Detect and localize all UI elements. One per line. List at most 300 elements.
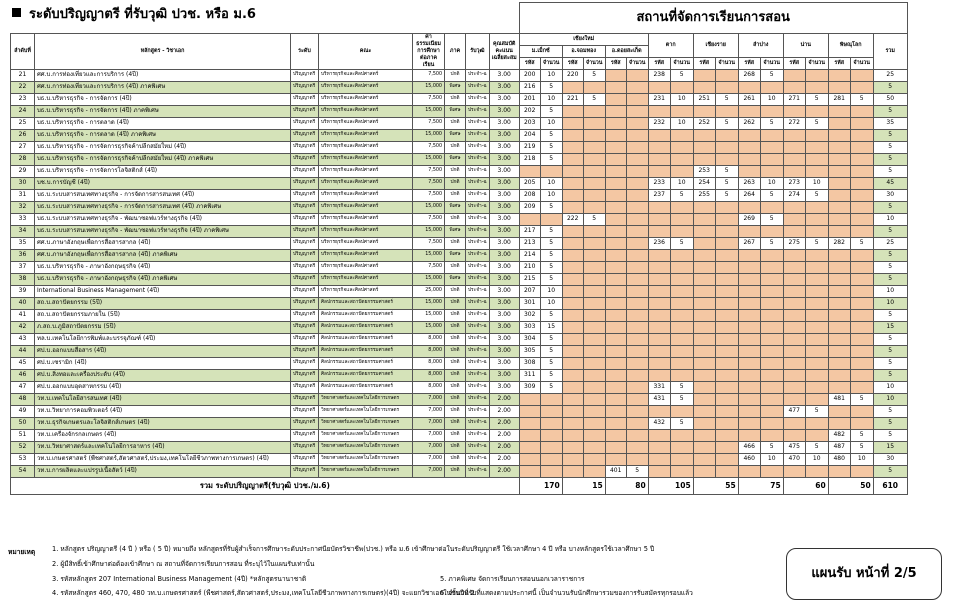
cell-qty: 10 <box>540 93 562 105</box>
cell-no: 33 <box>11 213 35 225</box>
cell-code <box>828 165 850 177</box>
cell-no: 42 <box>11 321 35 333</box>
cell-qty <box>670 429 693 441</box>
cell-code <box>648 81 670 93</box>
cell-code <box>648 249 670 261</box>
cell-fee: 15,000 <box>413 273 445 285</box>
cell-qty <box>850 225 873 237</box>
table-row <box>11 393 908 405</box>
cell-code <box>605 261 626 273</box>
cell-level: ปริญญาตรี <box>291 213 319 225</box>
cell-code <box>605 309 626 321</box>
cell-code <box>738 381 760 393</box>
cell-gpa: 3.00 <box>489 333 519 345</box>
cell-qty: 5 <box>805 441 828 453</box>
cell-code: 215 <box>519 273 540 285</box>
cell-qty <box>760 249 783 261</box>
cell-code: 477 <box>783 405 805 417</box>
cell-fee: 7,000 <box>413 417 445 429</box>
cell-qty <box>760 369 783 381</box>
cell-no: 45 <box>11 357 35 369</box>
cell-code <box>562 141 583 153</box>
cell-qty <box>715 309 738 321</box>
cell-code: 308 <box>519 357 540 369</box>
cell-code <box>738 357 760 369</box>
cell-code <box>828 417 850 429</box>
cell-qty <box>715 393 738 405</box>
table-row <box>11 141 908 153</box>
cell-no: 54 <box>11 465 35 477</box>
cell-gpa: 3.00 <box>489 165 519 177</box>
cell-code: 233 <box>648 177 670 189</box>
cell-fee: 7,000 <box>413 441 445 453</box>
cell-total: 5 <box>873 405 907 417</box>
table-row <box>11 69 908 81</box>
cell-program: บธ.บ.ระบบสารสนเทศทางธุรกิจ - พัฒนาซอฟแวร์ทางธุรกิจ (4ปี) ภาคพิเศษ <box>35 225 291 237</box>
cell-qty <box>805 81 828 93</box>
summary-site-total: 80 <box>605 477 648 494</box>
cell-qty <box>760 273 783 285</box>
cell-faculty: บริหารธุรกิจและศิลปศาสตร์ <box>319 93 413 105</box>
cell-total: 5 <box>873 129 907 141</box>
cell-faculty: วิทยาศาสตร์และเทคโนโลยีการเกษตร <box>319 405 413 417</box>
cell-code <box>605 93 626 105</box>
cell-code <box>519 453 540 465</box>
col-code: รหัส <box>783 57 805 69</box>
cell-level: ปริญญาตรี <box>291 297 319 309</box>
col-code: รหัส <box>738 57 760 69</box>
cell-qty <box>760 417 783 429</box>
cell-qty <box>670 321 693 333</box>
cell-qty: 10 <box>670 177 693 189</box>
col-qty: จำนวน <box>540 57 562 69</box>
cell-day: ประจำ-ฉ <box>466 357 490 369</box>
cell-qty <box>626 333 648 345</box>
cell-level: ปริญญาตรี <box>291 69 319 81</box>
cell-code <box>738 129 760 141</box>
cell-qty <box>540 429 562 441</box>
cell-code <box>562 393 583 405</box>
cell-code <box>828 369 850 381</box>
cell-code: 252 <box>693 117 715 129</box>
cell-term: พิเศษ <box>445 249 466 261</box>
col-code: รหัส <box>562 57 583 69</box>
cell-day: ประจำ-ฉ <box>466 369 490 381</box>
summary-site-total: 60 <box>783 477 828 494</box>
cell-fee: 7,500 <box>413 177 445 189</box>
cell-qty <box>760 357 783 369</box>
cell-fee: 8,000 <box>413 357 445 369</box>
cell-code: 275 <box>783 237 805 249</box>
cell-no: 53 <box>11 453 35 465</box>
cell-qty: 10 <box>805 177 828 189</box>
cell-code <box>562 405 583 417</box>
cell-qty <box>583 165 605 177</box>
cell-qty: 5 <box>670 237 693 249</box>
cell-code <box>605 393 626 405</box>
cell-qty: 10 <box>540 189 562 201</box>
note-3: 3. รหัสหลักสูตร 207 International Business Management (4ปี) *หลักสูตรนานาชาติ <box>52 575 307 583</box>
cell-code <box>562 177 583 189</box>
cell-qty <box>805 369 828 381</box>
col-code: รหัส <box>693 57 715 69</box>
cell-qty <box>583 405 605 417</box>
cell-code <box>562 381 583 393</box>
cell-qty <box>626 93 648 105</box>
cell-code: 273 <box>783 177 805 189</box>
cell-day: ประจำ-ฉ <box>466 453 490 465</box>
cell-faculty: บริหารธุรกิจและศิลปศาสตร์ <box>319 117 413 129</box>
cell-program: ทล.บ.เทคโนโลยีการพิมพ์และบรรจุภัณฑ์ (4ปี) <box>35 333 291 345</box>
cell-faculty: วิทยาศาสตร์และเทคโนโลยีการเกษตร <box>319 465 413 477</box>
cell-gpa: 3.00 <box>489 273 519 285</box>
cell-program: บธ.บ.บริหารธุรกิจ - ภาษาอังกฤษธุรกิจ (4ปี) ภาคพิเศษ <box>35 273 291 285</box>
cell-code <box>648 453 670 465</box>
cell-code: 214 <box>519 249 540 261</box>
summary-grand-total: 610 <box>873 477 907 494</box>
cell-no: 41 <box>11 309 35 321</box>
cell-qty <box>626 201 648 213</box>
cell-code <box>693 417 715 429</box>
cell-qty <box>670 81 693 93</box>
cell-level: ปริญญาตรี <box>291 189 319 201</box>
cell-code: 205 <box>519 177 540 189</box>
cell-faculty: บริหารธุรกิจและศิลปศาสตร์ <box>319 237 413 249</box>
cell-no: 35 <box>11 237 35 249</box>
table-row <box>11 417 908 429</box>
cell-qty: 5 <box>540 309 562 321</box>
cell-qty: 5 <box>540 333 562 345</box>
cell-code <box>648 345 670 357</box>
cell-code: 263 <box>738 177 760 189</box>
cell-qty <box>583 381 605 393</box>
cell-code <box>738 105 760 117</box>
cell-fee: 15,000 <box>413 201 445 213</box>
table-row <box>11 225 908 237</box>
cell-qty <box>670 441 693 453</box>
cell-code <box>648 285 670 297</box>
cell-day: ประจำ-ฉ <box>466 141 490 153</box>
cell-program: วท.บ.เครื่องจักรกลเกษตร (4ปี) <box>35 429 291 441</box>
cell-gpa: 3.00 <box>489 69 519 81</box>
cell-term: ปกติ <box>445 261 466 273</box>
cell-term: พิเศษ <box>445 129 466 141</box>
cell-term: ปกติ <box>445 321 466 333</box>
cell-qty <box>760 285 783 297</box>
table-row <box>11 345 908 357</box>
cell-code <box>605 105 626 117</box>
cell-qty <box>626 309 648 321</box>
cell-code <box>648 105 670 117</box>
cell-qty: 5 <box>715 165 738 177</box>
cell-no: 23 <box>11 93 35 105</box>
cell-code <box>648 273 670 285</box>
table-row <box>11 453 908 465</box>
cell-program: ศป.บ.สิ่งทอและเครื่องประดับ (4ปี) <box>35 369 291 381</box>
cell-qty <box>583 417 605 429</box>
cell-term: ปกติ <box>445 381 466 393</box>
note-2: 2. ผู้มีสิทธิ์เข้าศึกษาต่อต้องเข้าศึกษา ณ สถานที่จัดการเรียนการสอน ที่ระบุไว้ในแผนรับเท่านั้น <box>52 560 315 568</box>
cell-qty <box>670 369 693 381</box>
cell-qty <box>760 309 783 321</box>
col-site-doisaket: อ.ดอยสะเก็ด <box>605 45 648 57</box>
cell-term: พิเศษ <box>445 105 466 117</box>
cell-term: ปกติ <box>445 297 466 309</box>
cell-code <box>605 117 626 129</box>
cell-code <box>828 213 850 225</box>
col-qty: จำนวน <box>583 57 605 69</box>
cell-qty <box>715 357 738 369</box>
cell-program: บธ.บ.ระบบสารสนเทศทางธุรกิจ - การจัดการสารสนเทศ (4ปี) <box>35 189 291 201</box>
cell-total: 10 <box>873 297 907 309</box>
cell-faculty: บริหารธุรกิจและศิลปศาสตร์ <box>319 141 413 153</box>
cell-qty <box>850 417 873 429</box>
cell-code: 221 <box>562 93 583 105</box>
note-6: 6. จำนวนรับที่แสดงตามประกาศนี้ เป็นจำนวนรับนักศึกษารวมของการรับสมัครทุกรอบแล้ว <box>440 589 693 597</box>
cell-fee: 7,500 <box>413 117 445 129</box>
cell-qty <box>850 177 873 189</box>
cell-code <box>562 261 583 273</box>
cell-code: 254 <box>693 177 715 189</box>
cell-qty <box>715 285 738 297</box>
cell-qty: 5 <box>583 93 605 105</box>
cell-code <box>648 213 670 225</box>
cell-program: บธ.บ.บริหารธุรกิจ - การจัดการ (4ปี) ภาคพิเศษ <box>35 105 291 117</box>
cell-program: บช.บ.การบัญชี (4ปี) <box>35 177 291 189</box>
cell-qty <box>583 453 605 465</box>
cell-code <box>693 333 715 345</box>
cell-fee: 7,000 <box>413 405 445 417</box>
cell-code: 302 <box>519 309 540 321</box>
cell-qty <box>626 117 648 129</box>
cell-faculty: ศิลปกรรมและสถาปัตยกรรมศาสตร์ <box>319 333 413 345</box>
cell-day: ประจำ-ฉ <box>466 117 490 129</box>
cell-fee: 15,000 <box>413 105 445 117</box>
cell-code <box>562 273 583 285</box>
cell-program: ศป.บ.ออกแบบอุตสาหกรรม (4ปี) <box>35 381 291 393</box>
cell-faculty: บริหารธุรกิจและศิลปศาสตร์ <box>319 249 413 261</box>
cell-qty <box>760 153 783 165</box>
col-day: รับวุฒิ <box>466 33 490 69</box>
cell-total: 5 <box>873 81 907 93</box>
summary-row <box>11 477 908 494</box>
cell-qty <box>850 333 873 345</box>
cell-day: ประจำ-ฉ <box>466 189 490 201</box>
cell-qty <box>583 129 605 141</box>
cell-qty <box>583 117 605 129</box>
cell-code <box>605 69 626 81</box>
cell-code <box>783 105 805 117</box>
cell-qty <box>583 237 605 249</box>
cell-code <box>519 417 540 429</box>
cell-qty <box>583 297 605 309</box>
cell-level: ปริญญาตรี <box>291 309 319 321</box>
cell-faculty: ศิลปกรรมและสถาปัตยกรรมศาสตร์ <box>319 357 413 369</box>
cell-code <box>738 465 760 477</box>
cell-qty <box>626 429 648 441</box>
cell-level: ปริญญาตรี <box>291 153 319 165</box>
cell-level: ปริญญาตรี <box>291 441 319 453</box>
cell-qty: 5 <box>540 273 562 285</box>
cell-day: ประจำ-ฉ <box>466 321 490 333</box>
cell-qty <box>626 105 648 117</box>
cell-qty: 10 <box>670 117 693 129</box>
table-row <box>11 369 908 381</box>
cell-total: 5 <box>873 369 907 381</box>
cell-faculty: วิทยาศาสตร์และเทคโนโลยีการเกษตร <box>319 393 413 405</box>
cell-code: 217 <box>519 225 540 237</box>
cell-total: 10 <box>873 393 907 405</box>
cell-program: สถ.บ.สถาปัตยกรรมภายใน (5ปี) <box>35 309 291 321</box>
cell-level: ปริญญาตรี <box>291 261 319 273</box>
cell-no: 27 <box>11 141 35 153</box>
col-no: ลำดับที่ <box>11 33 35 69</box>
cell-no: 31 <box>11 189 35 201</box>
cell-qty <box>760 321 783 333</box>
cell-day: ประจำ-ฉ <box>466 261 490 273</box>
cell-qty: 10 <box>540 285 562 297</box>
cell-qty <box>583 249 605 261</box>
cell-qty <box>626 213 648 225</box>
cell-faculty: วิทยาศาสตร์และเทคโนโลยีการเกษตร <box>319 441 413 453</box>
cell-fee: 7,500 <box>413 189 445 201</box>
cell-program: วท.บ.ธุรกิจเกษตรและโลจิสติกส์เกษตร (4ปี) <box>35 417 291 429</box>
cell-no: 48 <box>11 393 35 405</box>
cell-code <box>828 249 850 261</box>
cell-qty: 5 <box>540 357 562 369</box>
cell-qty: 5 <box>850 429 873 441</box>
cell-qty <box>805 417 828 429</box>
cell-level: ปริญญาตรี <box>291 237 319 249</box>
cell-fee: 7,000 <box>413 453 445 465</box>
cell-code <box>648 357 670 369</box>
cell-qty <box>583 201 605 213</box>
cell-gpa: 3.00 <box>489 297 519 309</box>
cell-qty: 5 <box>583 69 605 81</box>
cell-no: 40 <box>11 297 35 309</box>
cell-code <box>693 81 715 93</box>
cell-level: ปริญญาตรี <box>291 405 319 417</box>
cell-day: ประจำ-ฉ <box>466 381 490 393</box>
cell-code <box>738 297 760 309</box>
table-row <box>11 273 908 285</box>
cell-code <box>605 345 626 357</box>
cell-total: 5 <box>873 465 907 477</box>
cell-code: 309 <box>519 381 540 393</box>
cell-code <box>605 129 626 141</box>
cell-qty: 5 <box>670 417 693 429</box>
cell-day: ประจำ-ฉ <box>466 345 490 357</box>
page-title: ระดับปริญญาตรี ที่รับวุฒิ ปวช. หรือ ม.6 <box>12 3 256 24</box>
cell-qty <box>583 321 605 333</box>
cell-program: บธ.บ.บริหารธุรกิจ - ภาษาอังกฤษธุรกิจ (4ปี) <box>35 261 291 273</box>
cell-code <box>562 345 583 357</box>
cell-no: 24 <box>11 105 35 117</box>
cell-code <box>519 465 540 477</box>
table-row <box>11 189 908 201</box>
cell-program: วท.บ.การผลิตและแปรรูปเนื้อสัตว์ (4ปี) <box>35 465 291 477</box>
cell-code: 220 <box>562 69 583 81</box>
cell-no: 22 <box>11 81 35 93</box>
cell-level: ปริญญาตรี <box>291 429 319 441</box>
cell-code: 470 <box>783 453 805 465</box>
cell-gpa: 3.00 <box>489 201 519 213</box>
cell-qty: 5 <box>760 117 783 129</box>
col-gpa: คุณสมบัติคะแนนเฉลี่ยสะสม <box>489 33 519 69</box>
cell-faculty: บริหารธุรกิจและศิลปศาสตร์ <box>319 129 413 141</box>
cell-program: ศศ.บ.การท่องเที่ยวและการบริการ (4ปี) ภาคพิเศษ <box>35 81 291 93</box>
cell-code: 238 <box>648 69 670 81</box>
cell-program: บธ.บ.บริหารธุรกิจ - การจัดการธุรกิจค้าปลีกสมัยใหม่ (4ปี) <box>35 141 291 153</box>
cell-gpa: 3.00 <box>489 369 519 381</box>
cell-qty <box>583 369 605 381</box>
cell-qty <box>850 141 873 153</box>
cell-program: ภ.สถ.บ.ภูมิสถาปัตยกรรม (5ปี) <box>35 321 291 333</box>
cell-qty: 5 <box>540 81 562 93</box>
cell-fee: 8,000 <box>413 369 445 381</box>
cell-qty <box>805 225 828 237</box>
cell-code <box>783 369 805 381</box>
cell-qty: 5 <box>850 237 873 249</box>
col-site-mae-jo: ม.เม็กซ์ <box>519 45 562 57</box>
cell-qty <box>715 81 738 93</box>
cell-fee: 8,000 <box>413 345 445 357</box>
cell-program: International Business Management (4ปี) <box>35 285 291 297</box>
cell-code <box>828 333 850 345</box>
cell-term: ปกติ <box>445 429 466 441</box>
cell-qty: 5 <box>540 345 562 357</box>
cell-program: ศศ.บ.การท่องเที่ยวและการบริการ (4ปี) <box>35 69 291 81</box>
cell-qty <box>760 201 783 213</box>
cell-code: 475 <box>783 441 805 453</box>
cell-qty <box>760 129 783 141</box>
cell-program: ศศ.บ.ภาษาอังกฤษเพื่อการสื่อสารสากล (4ปี) ภาคพิเศษ <box>35 249 291 261</box>
cell-qty <box>583 333 605 345</box>
cell-day: ประจำ-ฉ <box>466 285 490 297</box>
cell-code: 303 <box>519 321 540 333</box>
cell-qty <box>583 285 605 297</box>
cell-qty: 5 <box>760 189 783 201</box>
cell-qty <box>670 105 693 117</box>
cell-qty <box>715 429 738 441</box>
cell-code <box>605 405 626 417</box>
cell-level: ปริญญาตรี <box>291 201 319 213</box>
summary-site-total: 75 <box>738 477 783 494</box>
cell-qty: 5 <box>805 117 828 129</box>
cell-code <box>738 165 760 177</box>
cell-code <box>562 453 583 465</box>
cell-term: ปกติ <box>445 285 466 297</box>
cell-qty <box>670 453 693 465</box>
cell-qty: 5 <box>760 213 783 225</box>
cell-day: ประจำ-ฉ <box>466 177 490 189</box>
cell-qty <box>760 261 783 273</box>
cell-faculty: บริหารธุรกิจและศิลปศาสตร์ <box>319 225 413 237</box>
cell-code <box>693 213 715 225</box>
col-code: รหัส <box>828 57 850 69</box>
cell-code <box>648 165 670 177</box>
cell-fee: 15,000 <box>413 81 445 93</box>
cell-fee: 7,500 <box>413 261 445 273</box>
cell-code <box>828 81 850 93</box>
cell-code <box>828 189 850 201</box>
cell-gpa: 3.00 <box>489 357 519 369</box>
cell-qty <box>805 69 828 81</box>
cell-code <box>562 201 583 213</box>
cell-code <box>562 81 583 93</box>
cell-term: ปกติ <box>445 93 466 105</box>
cell-code <box>605 153 626 165</box>
